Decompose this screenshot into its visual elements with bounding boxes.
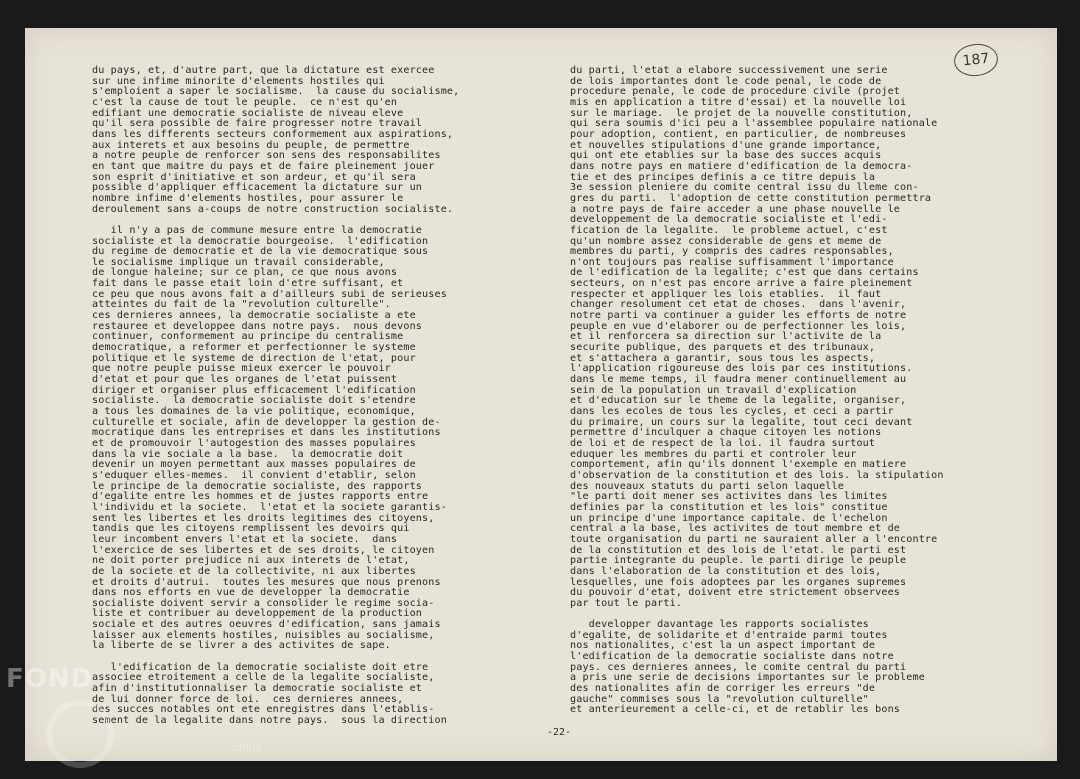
watermark-text: FOND <box>6 664 94 694</box>
document-page <box>25 28 1057 761</box>
page-number: -22- <box>547 727 572 738</box>
watermark-subtext: onlus <box>232 741 262 754</box>
left-text-column: du pays, et, d'autre part, que la dictature est exercee sur une infime minorite d'elements hostiles qui s'emploient a saper le socialisme. la cause du socialisme, c'est la cause de tout le peuple. ce n'est qu'en edifiant une democratie socialiste de niveau eleve qu'il sera possible de faire progresser notre travail dans les differents secteurs conformement aux aspirations, aux interets et aux besoins du peuple, de permettre a notre peuple de renforcer son sens des responsabilites en tant que maitre du pays et de faire pleinement jouer son esprit d'initiative et son ardeur, et qu'il sera possible d'appliquer efficacement la dictature sur un nombre infime d'elements hostiles, pour assurer le deroulement sans a-coups de notre construction socialiste. il n'y a pas de commune mesure entre la democratie socialiste et la democratie bourgeoise. l'edification du regime de democratie et de la vie democratique sous le socialisme implique un travail considerable, de longue haleine; sur ce plan, ce que nous avons fait dans le passe etait loin d'etre suffisant, et ce peu que nous avons fait a d'ailleurs subi de serieuses atteintes du fait de la "revolution culturelle". ces dernieres annees, la democratie socialiste a ete restauree et developpee dans notre pays. nous devons continuer, conformement au principe du centralisme democratique, a reformer et perfectionner le systeme politique et le systeme de direction de l'etat, pour que notre peuple puisse mieux exercer le pouvoir d'etat et pour que les organes de l'etat puissent diriger et organiser plus efficacement l'edification socialiste. la democratie socialiste doit s'etendre a tous les domaines de la vie politique, economique, culturelle et sociale, afin de developper la gestion de- mocratique dans les entreprises et dans les institutions et de promouvoir l'autogestion des masses populaires dans la vie sociale a la base. la democratie doit devenir un moyen permettant aux masses populaires de s'eduquer elles-memes. il convient d'etablir, selon le principe de la democratie socialiste, des rapports d'egalite entre les hommes et de justes rapports entre l'individu et la societe. l'etat et la societe garantis- sent les libertes et les droits legitimes des citoyens, tandis que les citoyens remplissent les devoirs qui leur incombent envers l'etat et la societe. dans l'exercice de ses libertes et de ses droits, le citoyen ne doit porter prejudice ni aux interets de l'etat, de la societe et de la collectivite, ni aux libertes et droits d'autrui. toutes les mesures que nous prenons dans nos efforts en vue de developper la democratie socialiste doivent servir a consolider le regime socia- liste et contribuer au developpement de la production sociale et des autres oeuvres d'edification, sans jamais laisser aux elements hostiles, nuisibles au socialisme, la liberte de se livrer a des activites de sape. l'edification de la democratie socialiste doit etre associee etroitement a celle de la legalite socialiste, afin d'institutionnaliser la democratie socialiste et de lui donner force de loi. ces dernieres annees, des succes notables ont ete enregistres dans l'etablis- sement de la legalite dans notre pays. sous la direction <box>92 65 460 727</box>
folio-number: 187 <box>952 42 999 78</box>
right-text-column: du parti, l'etat a elabore successivement une serie de lois importantes dont le code penal, le code de procedure penale, le code de procedure civile (projet mis en application a titre d'essai) et la nouvelle loi sur le mariage. le projet de la nouvelle constitution, qui sera soumis d'ici peu a l'assemblee populaire nationale pour adoption, contient, en particulier, de nombreuses et nouvelles stipulations d'une grande importance, qui ont ete etablies sur la base des succes acquis dans notre pays en matiere d'edification de la democra- tie et des principes definis a ce titre depuis la 3e session pleniere du comite central issu du lleme con- gres du parti. l'adoption de cette constitution permettra a notre pays de faire acceder a une phase nouvelle le developpement de la democratie socialiste et l'edi- fication de la legalite. le probleme actuel, c'est qu'un nombre assez considerable de gens et meme de membres du parti, y compris des cadres responsables, n'ont toujours pas realise suffisamment l'importance de l'edification de la legalite; c'est que dans certains secteurs, on n'est pas encore arrive a faire pleinement respecter et appliquer les lois etablies. il faut changer resolument cet etat de choses. dans l'avenir, notre parti va continuer a guider les efforts de notre peuple en vue d'elaborer ou de perfectionner les lois, et il renforcera sa direction sur l'activite de la securite publique, des parquets et des tribunaux, et s'attachera a garantir, sous tous les aspects, l'application rigoureuse des lois par ces institutions. dans le meme temps, il faudra mener continuellement au sein de la population un travail d'explication et d'education sur le theme de la legalite, organiser, dans les ecoles de tous les cycles, et ceci a partir du primaire, un cours sur la legalite, tout ceci devant permettre d'inculquer a chaque citoyen les notions de loi et de respect de la loi. il faudra surtout eduquer les membres du parti et controler leur comportement, afin qu'ils donnent l'exemple en matiere d'observation de la constitution et des lois. la stipulation des nouveaux statuts du parti selon laquelle "le parti doit mener ses activites dans les limites definies par la constitution et les lois" constitue un principe d'une importance capitale. de l'echelon central a la base, les activites de tout membre et de toute organisation du parti ne sauraient aller a l'encontre de la constitution et des lois de l'etat. le parti est partie integrante du peuple. le parti dirige le peuple dans l'elaboration de la constitution et des lois, lesquelles, une fois adoptees par les organes supremes du pouvoir d'etat, doivent etre strictement observees par tout le parti. developper davantage les rapports socialistes d'egalite, de solidarite et d'entraide parmi toutes nos nationalites, c'est la un aspect important de l'edification de la democratie socialiste dans notre pays. ces dernieres annees, le comite central du parti a pris une serie de decisions importantes sur le probleme des nationalites afin de corriger les erreurs "de gauche" commises sous la "revolution culturelle" et anterieurement a celle-ci, et de retablir les bons <box>570 65 944 716</box>
watermark-logo-icon <box>46 700 114 768</box>
